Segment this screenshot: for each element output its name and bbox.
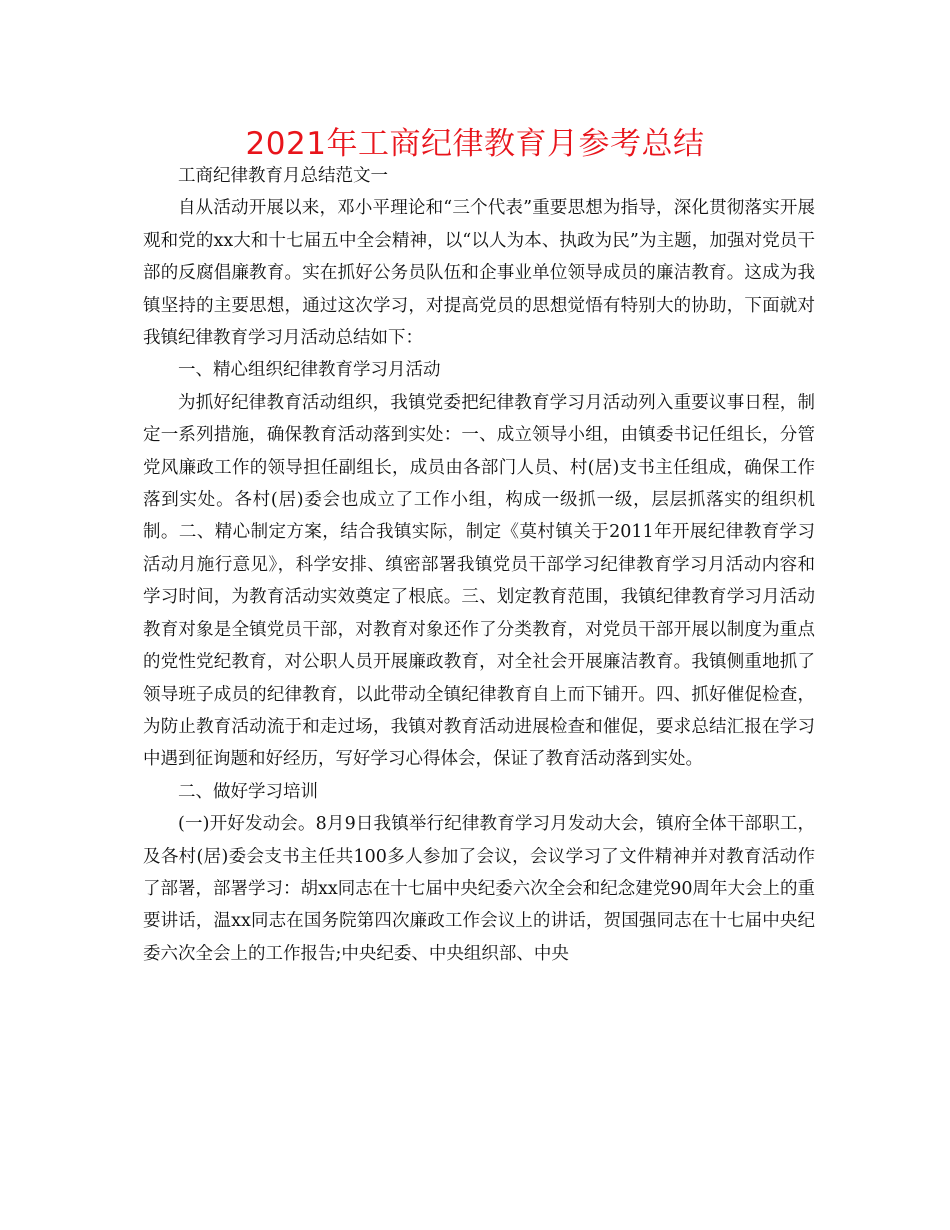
section-1-paragraph: 为抓好纪律教育活动组织，我镇党委把纪律教育学习月活动列入重要议事日程，制定一系列措施，确保教育活动落到实处：一、成立领导小组，由镇委书记任组长，分管党风廉政工作的领导担任副组长，成员由各部门人员、村(居)支书主任组成，确保工作落到实处。各村(居)委会也成立了工作小组，构成一级抓一级，层层抓落实的组织机制。二、精心制定方案，结合我镇实际，制定《莫村镇关于2011年开展纪律教育学习活动月施行意见》，科学安排、缜密部署我镇党员干部学习纪律教育学习月活动内容和学习时间，为教育活动实效奠定了根底。三、划定教育范围，我镇纪律教育学习月活动教育对象是全镇党员干部，对教育对象还作了分类教育，对党员干部开展以制度为重点的党性党纪教育，对公职人员开展廉政教育，对全社会开展廉洁教育。我镇侧重地抓了领导班子成员的纪律教育，以此带动全镇纪律教育自上而下铺开。四、抓好催促检查，为防止教育活动流于和走过场，我镇对教育活动进展检查和催促，要求总结汇报在学习中遇到征询题和好经历，写好学习心得体会，保证了教育活动落到实处。 xyxy=(143,392,815,770)
section-heading-1: 一、精心组织纪律教育学习月活动 xyxy=(178,360,441,381)
document-title: 2021年工商纪律教育月参考总结 xyxy=(245,126,705,162)
section-heading-2: 二、做好学习培训 xyxy=(178,781,318,802)
document-body xyxy=(143,160,815,970)
subtitle-paragraph: 工商纪律教育月总结范文一 xyxy=(178,166,388,186)
section-2-paragraph: (一)开好发动会。8月9日我镇举行纪律教育学习月发动大会，镇府全体干部职工，及各村(居)委会支书主任共100多人参加了会议，会议学习了文件精神并对教育活动作了部署，部署学习：胡xx同志在十七届中央纪委六次全会和纪念建党90周年大会上的重要讲话，温xx同志在国务院第四次廉政工作会议上的讲话，贺国强同志在十七届中央纪委六次全会上的工作报告;中央纪委、中央组织部、中央 xyxy=(143,814,816,964)
intro-paragraph: 自从活动开展以来，邓小平理论和“三个代表”重要思想为指导，深化贯彻落实开展观和党的xx大和十七届五中全会精神，以“以人为本、执政为民”为主题，加强对党员干部的反腐倡廉教育。实在抓好公务员队伍和企事业单位领导成员的廉洁教育。这成为我镇坚持的主要思想，通过这次学习，对提高党员的思想觉悟有特别大的协助，下面就对我镇纪律教育学习月活动总结如下： xyxy=(143,198,815,349)
